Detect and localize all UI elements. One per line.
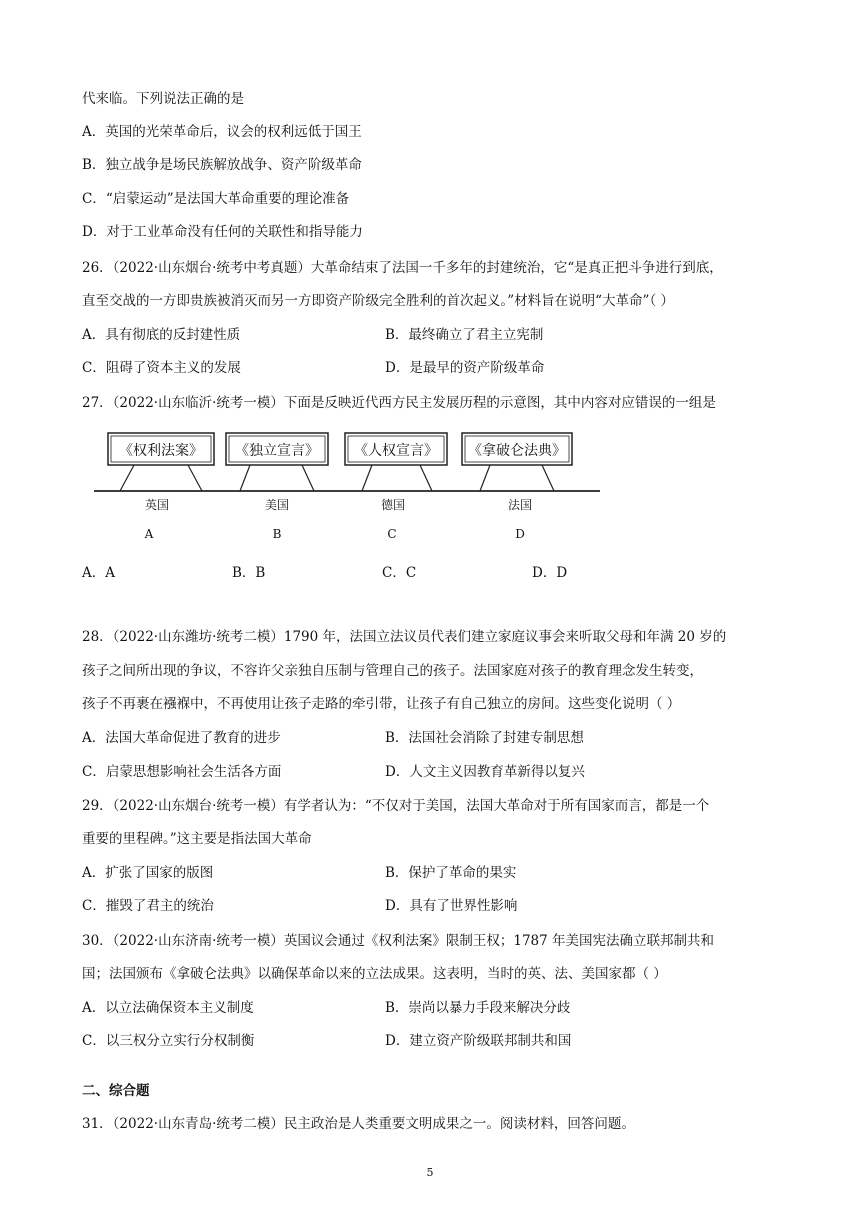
q29-stem-line1: 29．（2022·山东烟台·统考一模）有学者认为：“不仅对于美国，法国大革命对于所有国家而言，都是一个: [82, 798, 710, 814]
q27-option-d: D．D: [532, 565, 568, 581]
q29-stem-line2: 重要的里程碑。”这主要是指法国大革命: [82, 831, 312, 847]
diagram-country-4: 法国: [507, 498, 533, 512]
q30-stem-line2: 国；法国颁布《拿破仑法典》以确保革命以来的立法成果。这表明，当时的英、法、美国家都（ ）: [82, 966, 667, 982]
q29-option-a: A．扩张了国家的版图: [82, 865, 214, 881]
section-title-comprehensive: 二、综合题: [82, 1083, 150, 1099]
diagram-letter-d: D: [515, 527, 525, 541]
q28-option-c: C．启蒙思想影响社会生活各方面: [82, 764, 282, 780]
q29-option-b: B．保护了革命的果实: [385, 865, 517, 881]
diagram-letter-b: B: [272, 527, 282, 541]
diagram-letter-c: C: [387, 527, 397, 541]
q26-option-d: D．是最早的资产阶级革命: [385, 360, 545, 376]
q26-stem-line1: 26．（2022·山东烟台·统考中考真题）大革命结束了法国一千多年的封建统治，它“是真正把斗争进行到底，: [82, 260, 723, 276]
q26-option-c: C．阻碍了资本主义的发展: [82, 360, 241, 376]
page-number: 5: [426, 1166, 434, 1179]
q25-option-d: D．对于工业革命没有任何的关联性和指导能力: [82, 224, 363, 240]
q28-option-a: A．法国大革命促进了教育的进步: [82, 730, 281, 746]
q26-option-b: B．最终确立了君主立宪制: [385, 327, 544, 343]
q27-stem: 27．（2022·山东临沂·统考一模）下面是反映近代西方民主发展历程的示意图，其中内容对应错误的一组是: [82, 395, 716, 411]
democracy-timeline-diagram: [90, 425, 610, 550]
q29-option-d: D．具有了世界性影响: [385, 898, 518, 914]
q25-option-a: A．英国的光荣革命后，议会的权利远低于国王: [82, 124, 362, 140]
q25-option-c: C．“启蒙运动”是法国大革命重要的理论准备: [82, 191, 350, 207]
q27-option-b: B．B: [232, 565, 266, 581]
diagram-country-1: 英国: [144, 498, 170, 512]
q30-option-d: D．建立资产阶级联邦制共和国: [385, 1033, 572, 1049]
diagram-country-2: 美国: [264, 498, 290, 512]
q29-option-c: C．摧毁了君主的统治: [82, 898, 214, 914]
q28-stem-line2: 孩子之间所出现的争议，不容许父亲独自压制与管理自己的孩子。法国家庭对孩子的教育理念发生转变，: [82, 663, 703, 679]
diagram-country-3: 德国: [380, 498, 406, 512]
q30-option-b: B．崇尚以暴力手段来解决分歧: [385, 1000, 571, 1016]
q30-option-c: C．以三权分立实行分权制衡: [82, 1033, 255, 1049]
diagram-box-label-1: 《权利法案》: [119, 443, 203, 459]
diagram-box-label-3: 《人权宣言》: [354, 443, 438, 459]
q30-stem-line1: 30．（2022·山东济南·统考一模）英国议会通过《权利法案》限制王权；1787 年美国宪法确立联邦制共和: [82, 933, 715, 949]
q26-option-a: A．具有彻底的反封建性质: [82, 327, 241, 343]
diagram-connectors: [120, 465, 554, 491]
q28-option-d: D．人文主义因教育革新得以复兴: [385, 764, 585, 780]
q27-option-c: C．C: [382, 565, 417, 581]
diagram-letter-a: A: [144, 527, 154, 541]
q31-stem: 31．（2022·山东青岛·统考二模）民主政治是人类重要文明成果之一。阅读材料，回答问题。: [82, 1116, 635, 1132]
q25-option-b: B．独立战争是场民族解放战争、资产阶级革命: [82, 157, 362, 173]
q25-stem-tail: 代来临。下列说法正确的是: [82, 91, 244, 107]
q28-option-b: B．法国社会消除了封建专制思想: [385, 730, 584, 746]
q30-option-a: A．以立法确保资本主义制度: [82, 1000, 254, 1016]
q26-stem-line2: 直至交战的一方即贵族被消灭而另一方即资产阶级完全胜利的首次起义。”材料旨在说明“大革命”（ ）: [82, 293, 674, 309]
diagram-box-label-4: 《拿破仑法典》: [468, 443, 566, 459]
q27-option-a: A．A: [82, 565, 115, 581]
q28-stem-line3: 孩子不再裹在襁褓中，不再使用让孩子走路的牵引带，让孩子有自己独立的房间。这些变化说明（ ）: [82, 696, 681, 712]
diagram-box-label-2: 《独立宣言》: [235, 443, 319, 459]
q28-stem-line1: 28．（2022·山东潍坊·统考二模）1790 年，法国立法议员代表们建立家庭议事会来听取父母和年满 20 岁的: [82, 629, 727, 645]
